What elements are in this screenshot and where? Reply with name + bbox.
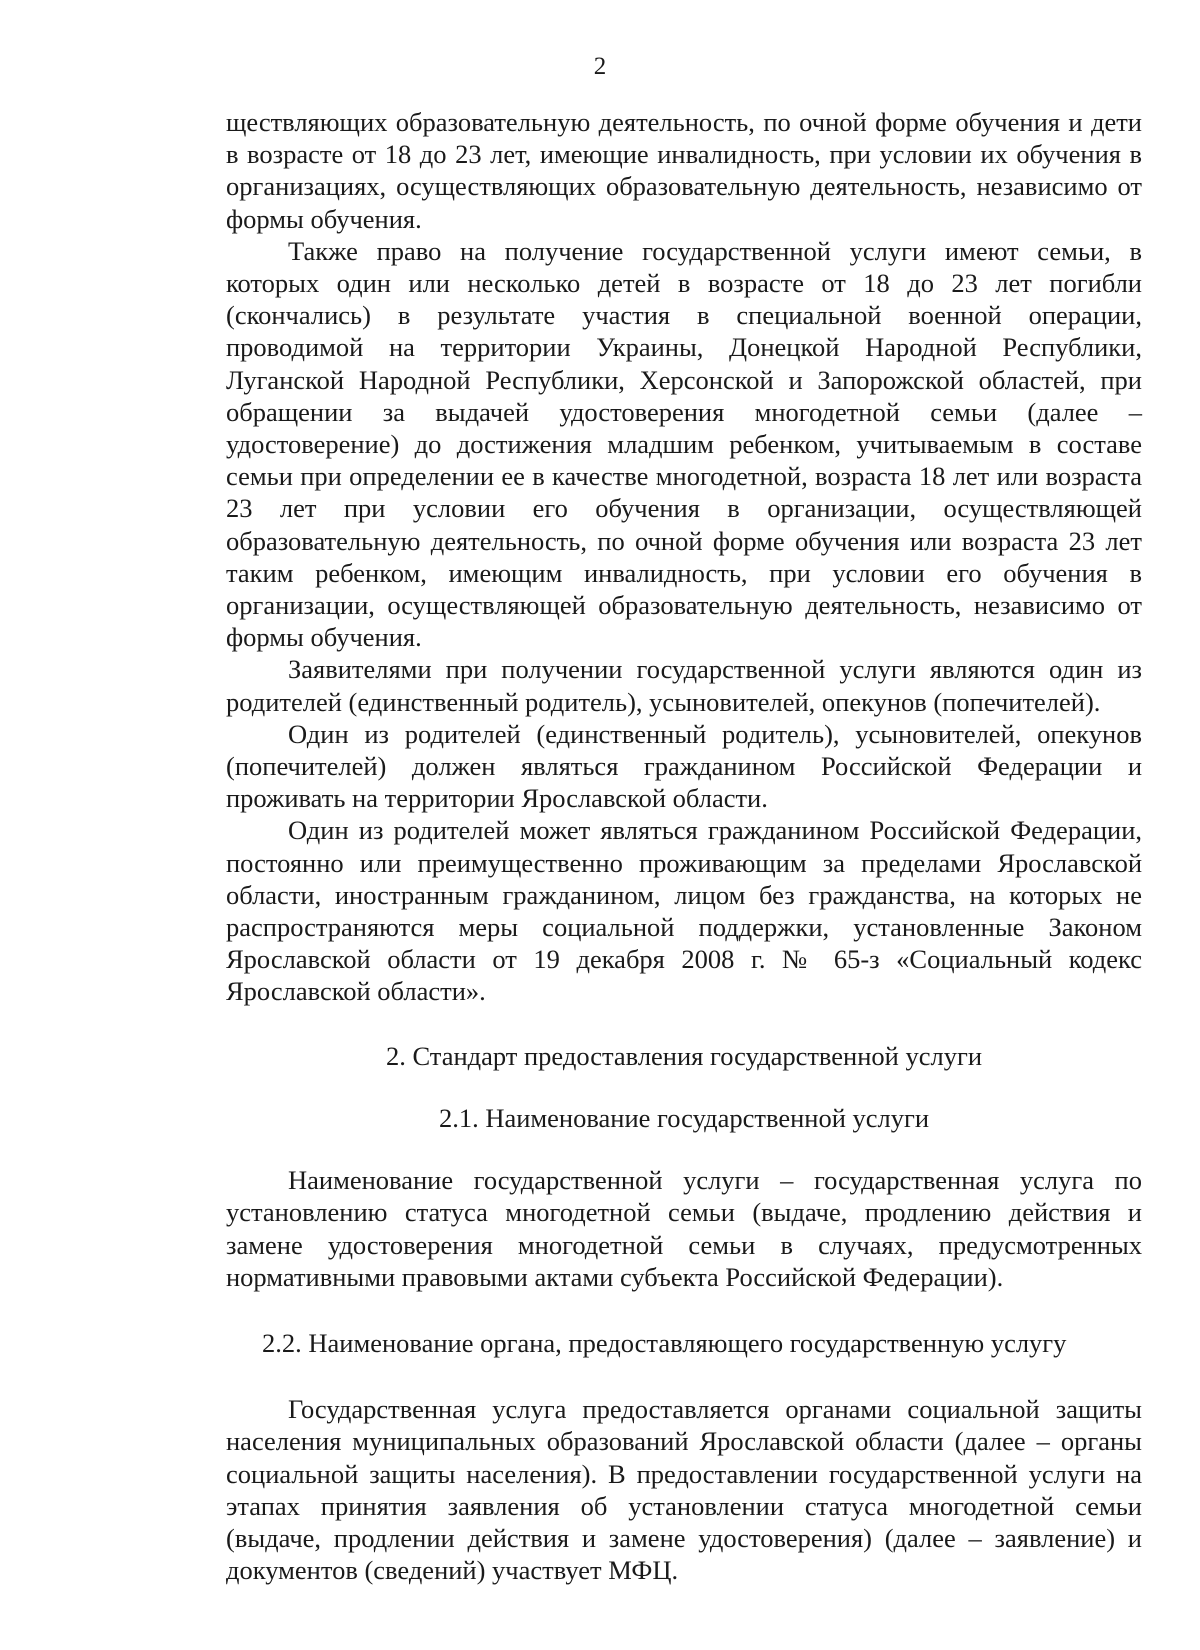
section-heading-standard: 2. Стандарт предоставления государственной услуги — [385, 1040, 983, 1071]
page-number: 2 — [593, 53, 607, 80]
paragraph-eligibility-families: Также право на получение государственной услуги имеют семьи, в которых один или несколько детей в возрасте от 18 до 23 лет погибли (скончались) в результате участия в специальной военной операции, проводимой на территории Украины, Донецкой Народной Республики, Луганской Народной Республики, Херсонской и Запорожской областей, при обращении за выдачей удостоверения многодетной семьи (далее – удостоверение) до достижения младшим ребенком, учитываемым в составе семьи при определении ее в качестве многодетной, возраста 18 лет или возраста 23 лет при условии его обучения в организации, осуществляющей образовательную деятельность, по очной форме обучения или возраста 23 лет таким ребенком, имеющим инвалидность, при условии его обучения в организации, осуществляющей образовательную деятельность, независимо от формы обучения. — [226, 235, 1142, 653]
section-heading-authority: 2.2. Наименование органа, предоставляющего государственную услугу — [262, 1327, 1067, 1358]
section-heading-service-name: 2.1. Наименование государственной услуги — [438, 1102, 930, 1133]
paragraph-continuation: ществляющих образовательную деятельность, по очной форме обучения и дети в возрасте от 18 до 23 лет, имеющие инвалидность, при условии их обучения в организациях, осуществляющих образовательную деятельность, независимо от формы обучения. — [226, 107, 1142, 234]
paragraph-applicants: Заявителями при получении государственной услуги являются один из родителей (единственный родитель), усыновителей, опекунов (попечителей). — [226, 654, 1142, 717]
document-body — [226, 106, 1142, 1586]
paragraph-authority: Государственная услуга предоставляется органами социальной защиты населения муниципальных образований Ярославской области (далее – органы социальной защиты населения). В предоставлении государственной услуги на этапах принятия заявления об установлении статуса многодетной семьи (выдаче, продлении действия и замене удостоверения) (далее – заявление) и документов (сведений) участвует МФЦ. — [226, 1394, 1142, 1586]
paragraph-service-name: Наименование государственной услуги – государственная услуга по установлению статуса многодетной семьи (выдаче, продлению действия и замене удостоверения многодетной семьи в случаях, предусмотренных нормативными правовыми актами субъекта Российской Федерации). — [226, 1165, 1142, 1292]
paragraph-foreign-parent: Один из родителей может являться гражданином Российской Федерации, постоянно или преимущественно проживающим за пределами Ярославской области, иностранным гражданином, лицом без гражданства, на которых не распространяются меры социальной поддержки, установленные Законом Ярославской области от 19 декабря 2008 г. № 65-з «Социальный кодекс Ярославской области». — [226, 815, 1142, 1007]
paragraph-citizenship: Один из родителей (единственный родитель), усыновителей, опекунов (попечителей) должен являться гражданином Российской Федерации и проживать на территории Ярославской области. — [226, 718, 1142, 814]
